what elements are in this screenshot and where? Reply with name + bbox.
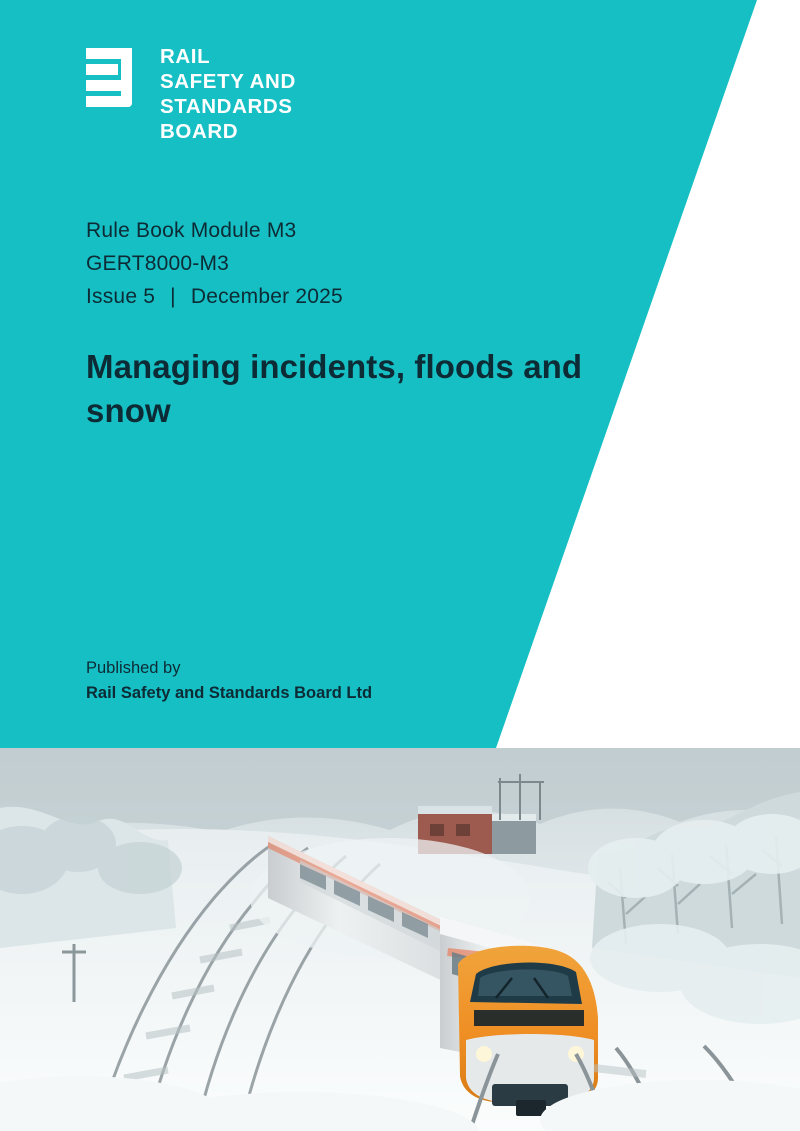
document-meta [86, 214, 343, 313]
logo-line-1: RAIL [160, 45, 211, 68]
rssb-logo-text [160, 44, 296, 144]
document-reference: GERT8000-M3 [86, 252, 230, 275]
publication-date: December 2025 [190, 285, 343, 308]
published-by-block [86, 656, 372, 706]
published-by-label: Published by [86, 659, 181, 677]
issue-and-date [86, 280, 343, 313]
rssb-logo-mark-icon [86, 44, 142, 116]
logo-line-4: BOARD [160, 120, 239, 143]
rssb-logo [86, 44, 296, 144]
meta-separator: | [170, 285, 176, 308]
logo-line-3: STANDARDS [160, 95, 293, 118]
train-in-snow-photograph [0, 748, 800, 1131]
logo-line-2: SAFETY AND [160, 70, 296, 93]
issue-number: Issue 5 [86, 285, 156, 308]
publisher-organisation: Rail Safety and Standards Board Ltd [86, 684, 373, 702]
module-name: Rule Book Module M3 [86, 219, 297, 242]
page-title: Managing incidents, floods and snow [86, 348, 583, 429]
